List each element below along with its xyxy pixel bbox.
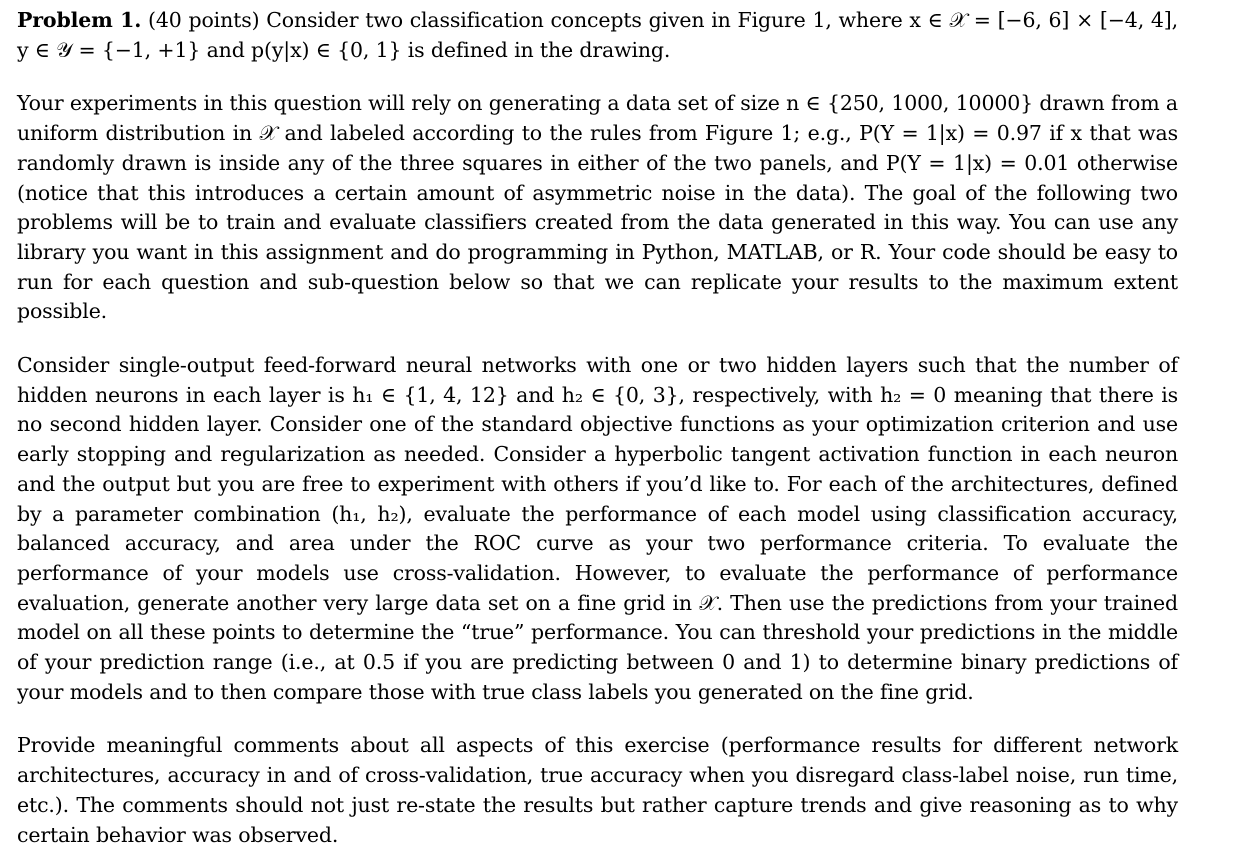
paragraph-comments: Provide meaningful comments about all aspects of this exercise (performance results for different network architectures, accuracy in and of cross-validation, true accuracy when you disregard class-label noise, run time, etc.). The comments should not just re-state the results but rather capture trends and give reasoning as to why certain behavior was observed. — [17, 733, 1178, 847]
paragraph-experiments: Your experiments in this question will rely on generating a data set of size n ∈ {250, 1000, 10000} drawn from a uniform distribution in 𝒳 and labeled according to the rules from Figure 1; e.g., P(Y = 1|x) = 0.97 if x that was randomly drawn is inside any of the three squares in either of the two panels, and P(Y = 1|x) = 0.01 otherwise (notice that this introduces a certain amount of asymmetric noise in the data). The goal of the following two problems will be to train and evaluate classifiers created from the data generated in this way. You can use any library you want in this assignment and do programming in Python, MATLAB, or R. Your code should be easy to run for each question and sub-question below so that we can replicate your results to the maximum extent possible. — [17, 91, 1178, 324]
problem-title: Problem 1. — [17, 8, 142, 32]
paragraph-neural-networks: Consider single-output feed-forward neural networks with one or two hidden layers such that the number of hidden neurons in each layer is h₁ ∈ {1, 4, 12} and h₂ ∈ {0, 3}, respectively, with h₂ = 0 meaning that there is no second hidden layer. Consider one of the standard objective functions as your optimization criterion and use early stopping and regularization as needed. Consider a hyperbolic tangent activation function in each neuron and the output but you are free to experiment with others if you’d like to. For each of the architectures, defined by a parameter combination (h₁, h₂), evaluate the performance of each model using classification accuracy, balanced accuracy, and area under the ROC curve as your two performance criteria. To evaluate the performance of your models use cross-validation. However, to evaluate the performance of performance evaluation, generate another very large data set on a fine grid in 𝒳. Then use the predictions from your trained model on all these points to determine the “true” performance. You can threshold your predictions in the middle of your prediction range (i.e., at 0.5 if you are predicting between 0 and 1) to determine binary predictions of your models and to then compare those with true class labels you generated on the fine grid. — [17, 353, 1178, 704]
problem-statement — [17, 6, 1178, 65]
problem-intro: (40 points) Consider two classification concepts given in Figure 1, where x ∈ 𝒳 = [−6, 6] × [−4, 4], y ∈ 𝒴 = {−1, +1} and p(y|x) ∈ {0, 1} is defined in the drawing. — [17, 8, 1178, 62]
